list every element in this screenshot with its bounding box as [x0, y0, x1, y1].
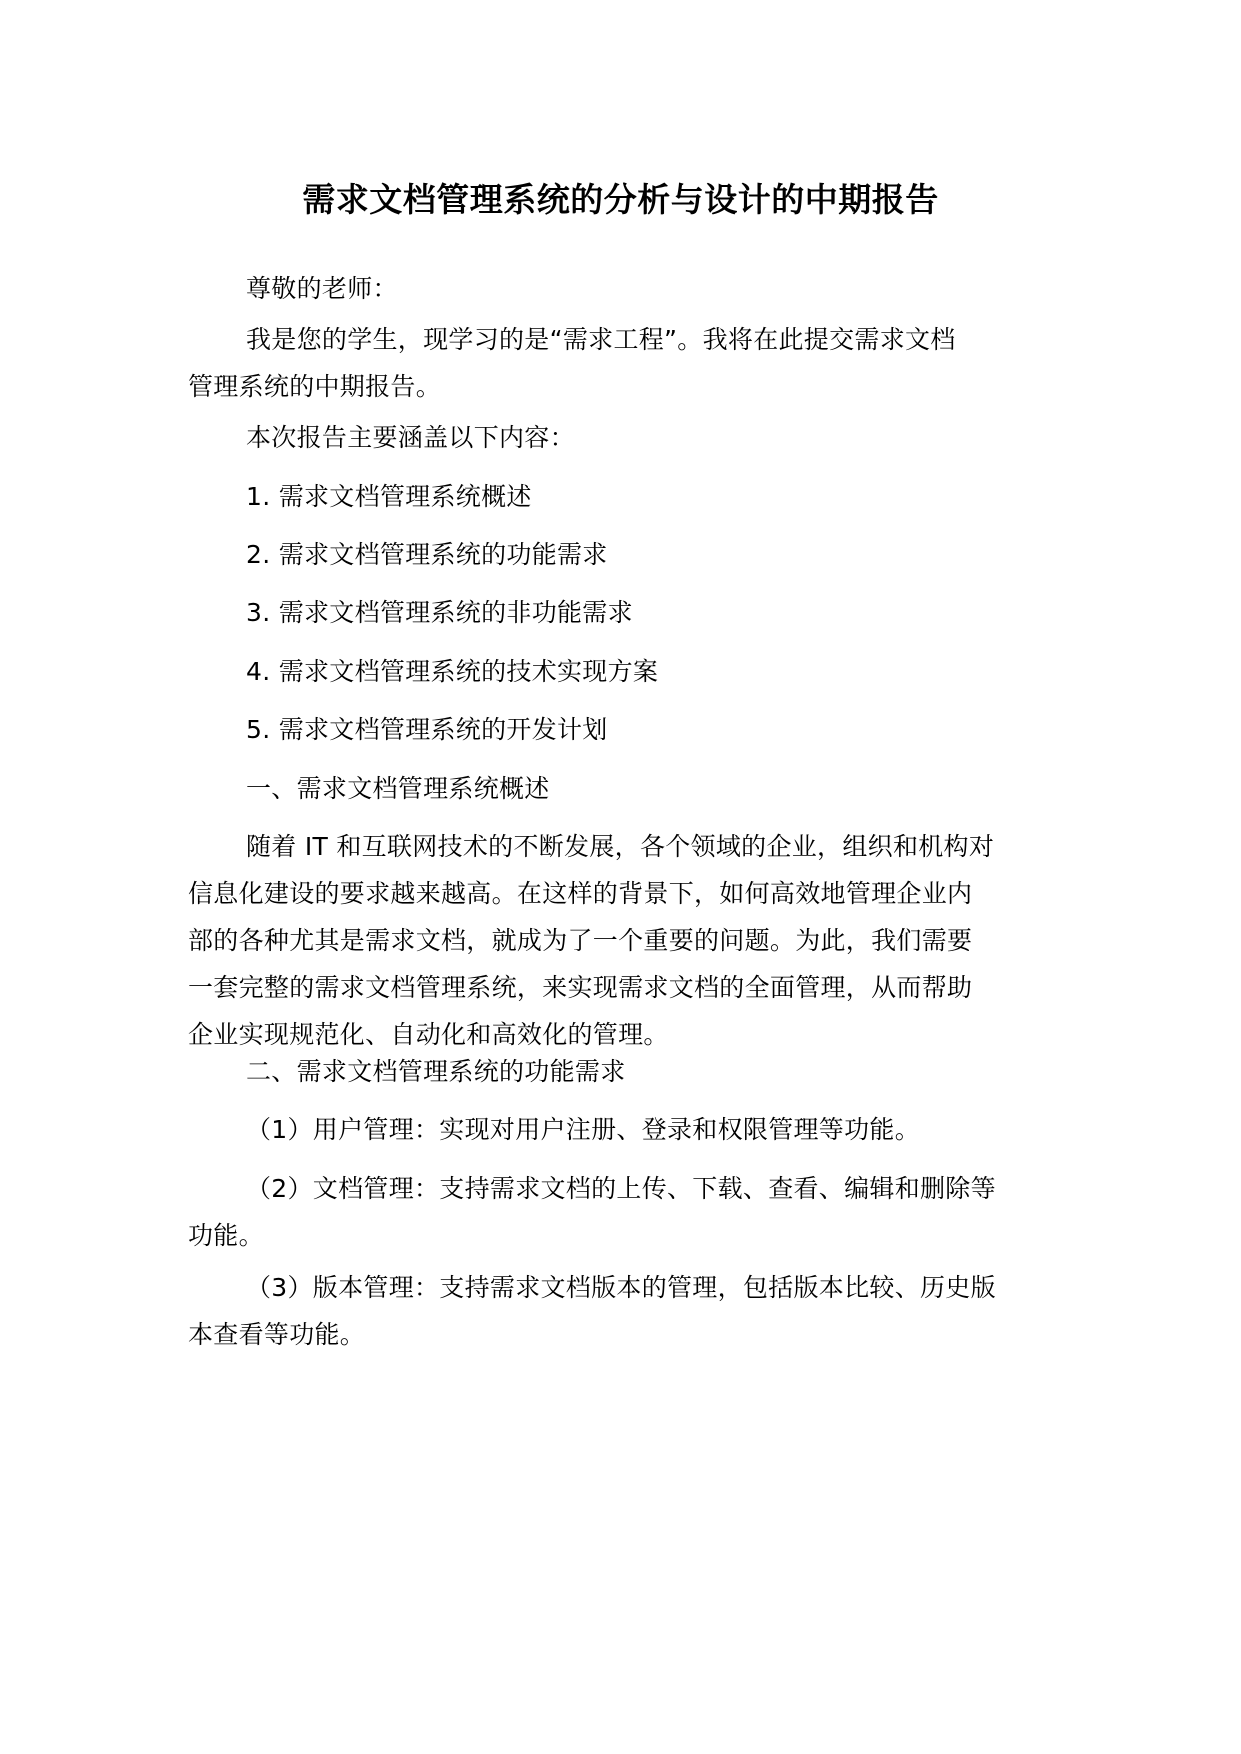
toc-item	[188, 589, 1058, 636]
paragraph-line: （3）版本管理：支持需求文档版本的管理，包括版本比较、历史版	[246, 1273, 996, 1302]
toc-item-text: 4. 需求文档管理系统的技术实现方案	[246, 657, 659, 686]
paragraph-line: 随着 IT 和互联网技术的不断发展，各个领域的企业，组织和机构对	[246, 832, 995, 861]
paragraph-line: 本查看等功能。	[188, 1320, 366, 1349]
requirement-item	[188, 1106, 1058, 1153]
section-heading	[188, 765, 1058, 812]
contents-intro-paragraph	[188, 414, 1058, 461]
requirement-item	[188, 1165, 1058, 1259]
toc-item-text: 1. 需求文档管理系统概述	[246, 482, 532, 511]
paragraph-line: 一套完整的需求文档管理系统，来实现需求文档的全面管理，从而帮助	[188, 973, 973, 1002]
requirement-item	[188, 1264, 1058, 1358]
toc-item-text: 3. 需求文档管理系统的非功能需求	[246, 598, 633, 627]
section-heading-text: 一、需求文档管理系统概述	[246, 774, 550, 803]
paragraph-line: 我是您的学生，现学习的是“需求工程”。我将在此提交需求文档	[246, 325, 956, 354]
paragraph-line: 企业实现规范化、自动化和高效化的管理。	[188, 1020, 669, 1049]
toc-item-text: 2. 需求文档管理系统的功能需求	[246, 540, 608, 569]
paragraph-line: 本次报告主要涵盖以下内容：	[246, 423, 575, 452]
toc-item-text: 5. 需求文档管理系统的开发计划	[246, 715, 608, 744]
section-heading	[188, 1048, 1058, 1095]
paragraph-line: （1）用户管理：实现对用户注册、登录和权限管理等功能。	[246, 1115, 921, 1144]
greeting-paragraph	[188, 265, 1058, 312]
paragraph-line: 功能。	[188, 1221, 264, 1250]
section-heading-text: 二、需求文档管理系统的功能需求	[246, 1057, 626, 1086]
toc-item	[188, 706, 1058, 753]
intro-paragraph	[188, 316, 1058, 410]
paragraph-line: 管理系统的中期报告。	[188, 372, 442, 401]
toc-item	[188, 531, 1058, 578]
toc-item	[188, 648, 1058, 695]
paragraph-line: 信息化建设的要求越来越高。在这样的背景下，如何高效地管理企业内	[188, 879, 973, 908]
toc-item	[188, 473, 1058, 520]
paragraph-line: 部的各种尤其是需求文档，就成为了一个重要的问题。为此，我们需要	[188, 926, 973, 955]
paragraph-line: 尊敬的老师：	[246, 274, 398, 303]
paragraph-line: （2）文档管理：支持需求文档的上传、下载、查看、编辑和删除等	[246, 1174, 996, 1203]
document-title: 需求文档管理系统的分析与设计的中期报告	[302, 180, 939, 219]
section-body-paragraph	[188, 823, 1058, 1058]
